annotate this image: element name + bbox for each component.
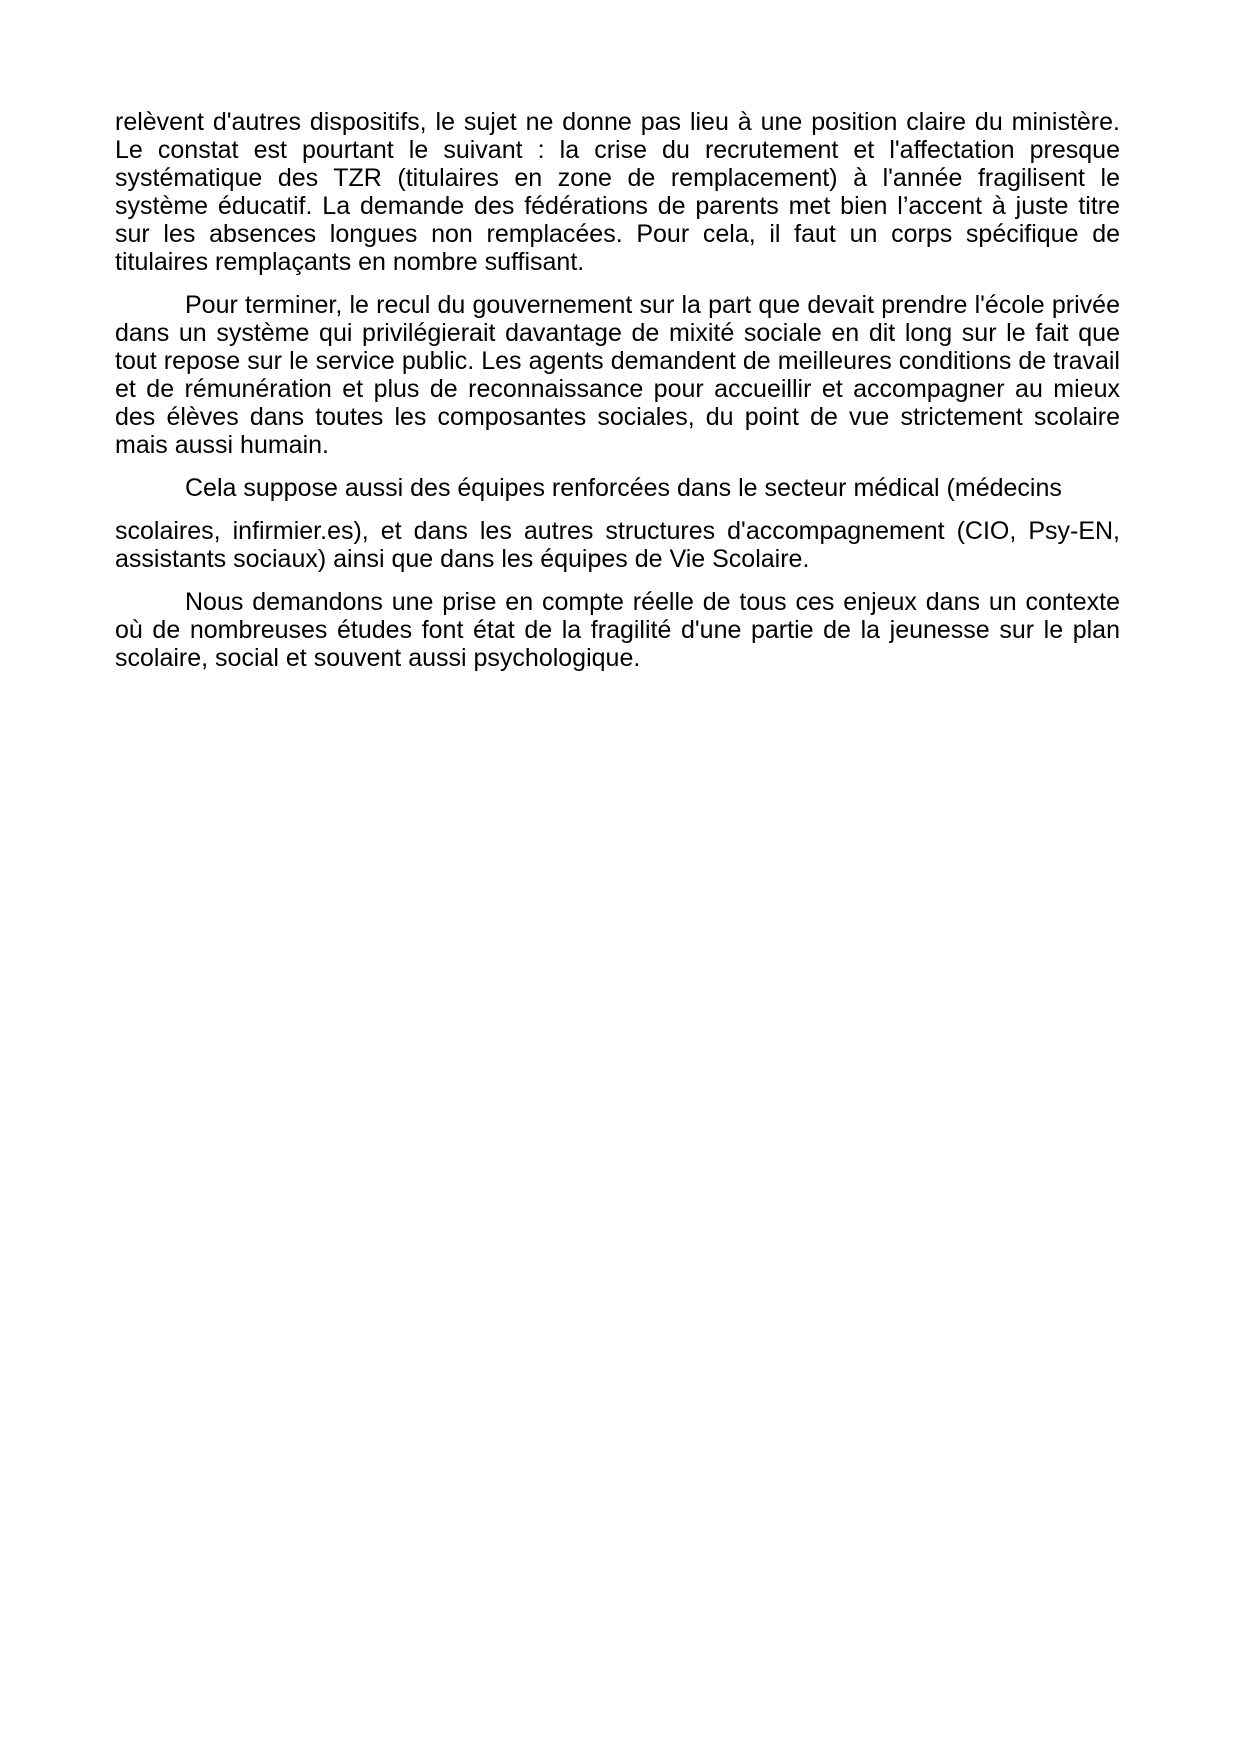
- paragraph-remplacement: relèvent d'autres dispositifs, le sujet ne donne pas lieu à une position claire du ministère. Le constat est pourtant le suivant : la crise du recrutement et l'affectation presque systématique des TZR (titulaires en zone de remplacement) à l'année fragilisent le système éducatif. La demande des fédérations de parents met bien l’accent à juste titre sur les absences longues non remplacées. Pour cela, il faut un corps spécifique de titulaires remplaçants en nombre suffisant.: [115, 108, 1120, 276]
- paragraph-cela-suppose: Cela suppose aussi des équipes renforcées dans le secteur médical (médecins: [185, 474, 1062, 502]
- text-block: [115, 108, 1120, 687]
- paragraph-nous-demandons: Nous demandons une prise en compte réelle de tous ces enjeux dans un contexte où de nombreuses études font état de la fragilité d'une partie de la jeunesse sur le plan scolaire, social et souvent aussi psychologique.: [115, 588, 1120, 672]
- paragraph-pour-terminer: Pour terminer, le recul du gouvernement sur la part que devait prendre l'école privée dans un système qui privilégierait davantage de mixité sociale en dit long sur le fait que tout repose sur le service public. Les agents demandent de meilleures conditions de travail et de rémunération et plus de reconnaissance pour accueillir et accompagner au mieux des élèves dans toutes les composantes sociales, du point de vue strictement scolaire mais aussi humain.: [115, 291, 1120, 459]
- paragraph-scolaires: scolaires, infirmier.es), et dans les autres structures d'accompagnement (CIO, Psy-EN, assistants sociaux) ainsi que dans les équipes de Vie Scolaire.: [115, 517, 1120, 573]
